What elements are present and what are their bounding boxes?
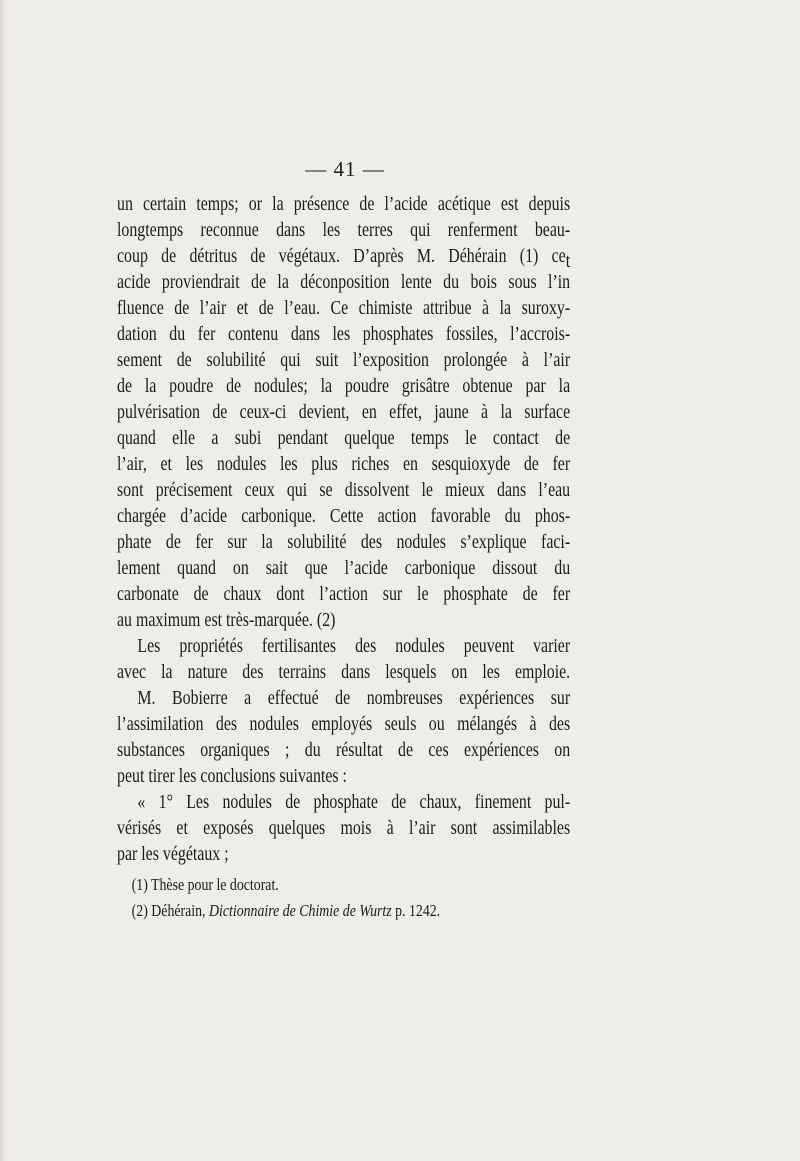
- footnote-2-tail: p. 1242.: [391, 901, 441, 920]
- text-line: phate de fer sur la solubilité des nodules s’explique faci-: [117, 532, 571, 553]
- text-line: avec la nature des terrains dans lesquels on les emploie.: [117, 662, 571, 683]
- text-line: acide proviendrait de la déconposition lente du bois sous l’in: [117, 272, 571, 293]
- footnote-1: (1) Thèse pour le doctorat.: [131, 875, 279, 894]
- text-line: l’assimilation des nodules employés seuls ou mélangés à des: [117, 714, 571, 735]
- text-line: par les végétaux ;: [117, 844, 229, 865]
- text-line: vérisés et exposés quelques mois à l’air sont assimilables: [117, 818, 571, 839]
- text-line: substances organiques ; du résultat de ces expériences on: [117, 740, 571, 761]
- text-line: chargée d’acide carbonique. Cette action favorable du phos-: [117, 506, 571, 527]
- text-line: fluence de l’air et de l’eau. Ce chimiste attribue à la suroxy-: [117, 298, 571, 319]
- paragraph-start-line: Les propriétés fertilisantes des nodules peuvent varier: [137, 636, 571, 657]
- text-line: l’air, et les nodules les plus riches en sesquioxyde de fer: [117, 454, 571, 475]
- text-line: [117, 244, 570, 270]
- text-line: peut tirer les conclusions suivantes :: [117, 766, 347, 787]
- text-line: au maximum est très-marquée. (2): [117, 610, 336, 631]
- footnote-2-lead: (2) Déhérain,: [131, 901, 209, 920]
- footnotes: [117, 872, 570, 924]
- body-text: [117, 192, 570, 868]
- text-line: quand elle a subi pendant quelque temps le contact de: [117, 428, 571, 449]
- paper-edge: [0, 0, 6, 1161]
- text-line: dation du fer contenu dans les phosphates fossiles, l’accrois-: [117, 324, 571, 345]
- text-line: longtemps reconnue dans les terres qui renferment beau-: [117, 220, 571, 241]
- text-line: carbonate de chaux dont l’action sur le phosphate de fer: [117, 584, 571, 605]
- quote-start-line: « 1° Les nodules de phosphate de chaux, finement pul-: [137, 792, 571, 813]
- text-line: sement de solubilité qui suit l’exposition prolongée à l’air: [117, 350, 571, 371]
- footnote-2: [117, 898, 570, 924]
- paragraph-start-line: M. Bobierre a effectué de nombreuses expériences sur: [137, 688, 571, 709]
- text-line-tail: t: [565, 251, 571, 272]
- text-line: de la poudre de nodules; la poudre grisâtre obtenue par la: [117, 376, 571, 397]
- text-line: lement quand on sait que l’acide carbonique dissout du: [117, 558, 571, 579]
- page-number: — 41 —: [305, 157, 385, 181]
- text-line: pulvérisation de ceux-ci devient, en effet, jaune à la surface: [117, 402, 571, 423]
- text-line: sont précisement ceux qui se dissolvent le mieux dans l’eau: [117, 480, 571, 501]
- text-line: un certain temps; or la présence de l’acide acétique est depuis: [117, 194, 571, 215]
- text-line-main: coup de détritus de végétaux. D’après M. Déhérain (1) ce: [117, 246, 566, 267]
- footnote-2-title: Dictionnaire de Chimie de Wurtz: [208, 901, 392, 920]
